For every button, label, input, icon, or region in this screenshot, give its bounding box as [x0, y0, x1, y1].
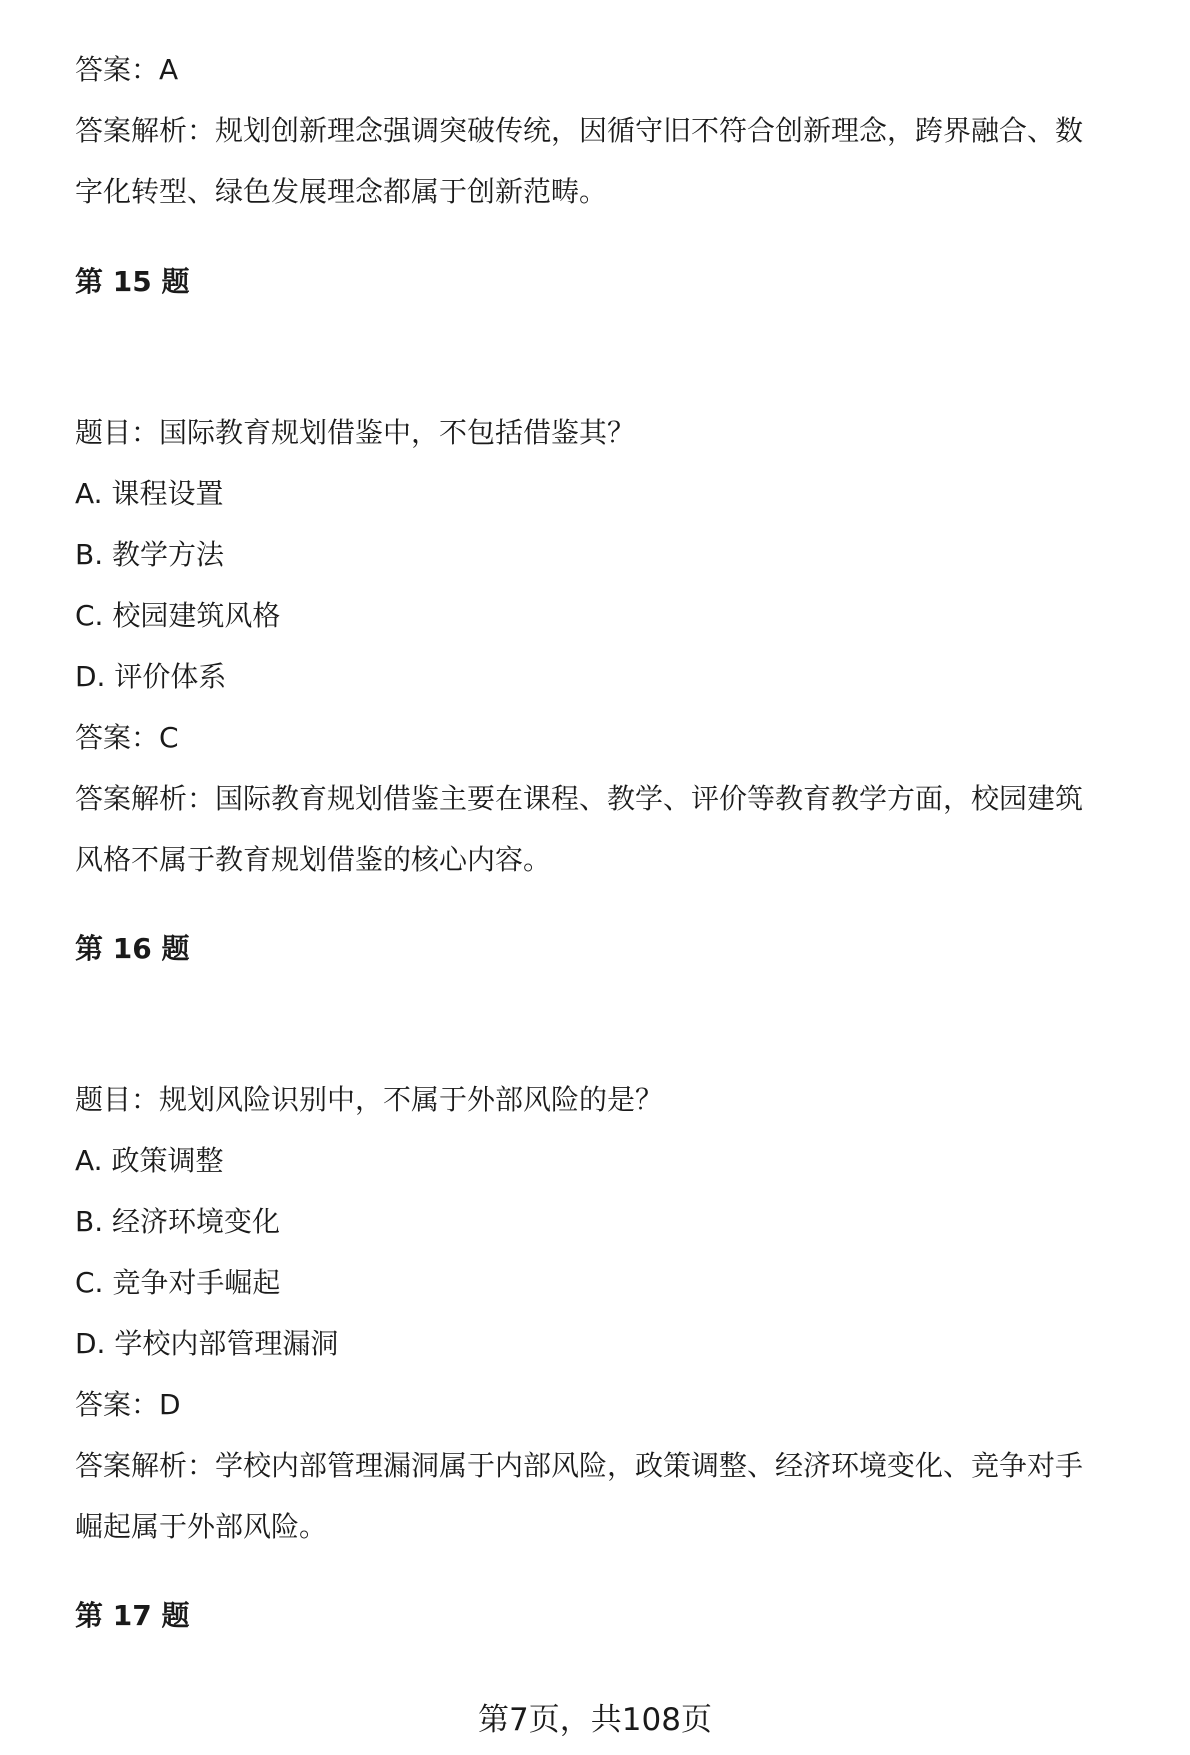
question-16-answer: 答案：D: [75, 1388, 181, 1421]
prev-explanation-line-2: 字化转型、绿色发展理念都属于创新范畴。: [75, 175, 608, 208]
prev-explanation-line-1: 答案解析：规划创新理念强调突破传统，因循守旧不符合创新理念，跨界融合、数: [75, 114, 1084, 147]
question-15-option-a: A. 课程设置: [75, 477, 224, 510]
question-15-explanation-line-1: 答案解析：国际教育规划借鉴主要在课程、教学、评价等教育教学方面，校园建筑: [75, 782, 1084, 815]
question-15-explanation-line-2: 风格不属于教育规划借鉴的核心内容。: [75, 843, 552, 876]
question-16-option-d: D. 学校内部管理漏洞: [75, 1327, 339, 1360]
question-16-heading: 第 16 题: [75, 932, 190, 965]
question-15-option-c: C. 校园建筑风格: [75, 599, 281, 632]
question-15-option-b: B. 教学方法: [75, 538, 225, 571]
question-15-text: 题目：国际教育规划借鉴中，不包括借鉴其？: [75, 416, 636, 449]
question-16-explanation-line-2: 崛起属于外部风险。: [75, 1510, 328, 1543]
question-15-option-d: D. 评价体系: [75, 660, 227, 693]
question-16-option-c: C. 竞争对手崛起: [75, 1266, 281, 1299]
question-15-answer: 答案：C: [75, 721, 179, 754]
page-number-footer: 第7页，共108页: [478, 1702, 712, 1738]
prev-answer: 答案：A: [75, 53, 179, 86]
question-15-heading: 第 15 题: [75, 265, 190, 298]
question-16-explanation-line-1: 答案解析：学校内部管理漏洞属于内部风险，政策调整、经济环境变化、竞争对手: [75, 1449, 1084, 1482]
question-16-option-b: B. 经济环境变化: [75, 1205, 281, 1238]
question-17-heading: 第 17 题: [75, 1599, 190, 1632]
question-16-option-a: A. 政策调整: [75, 1144, 224, 1177]
question-16-text: 题目：规划风险识别中，不属于外部风险的是？: [75, 1083, 664, 1116]
